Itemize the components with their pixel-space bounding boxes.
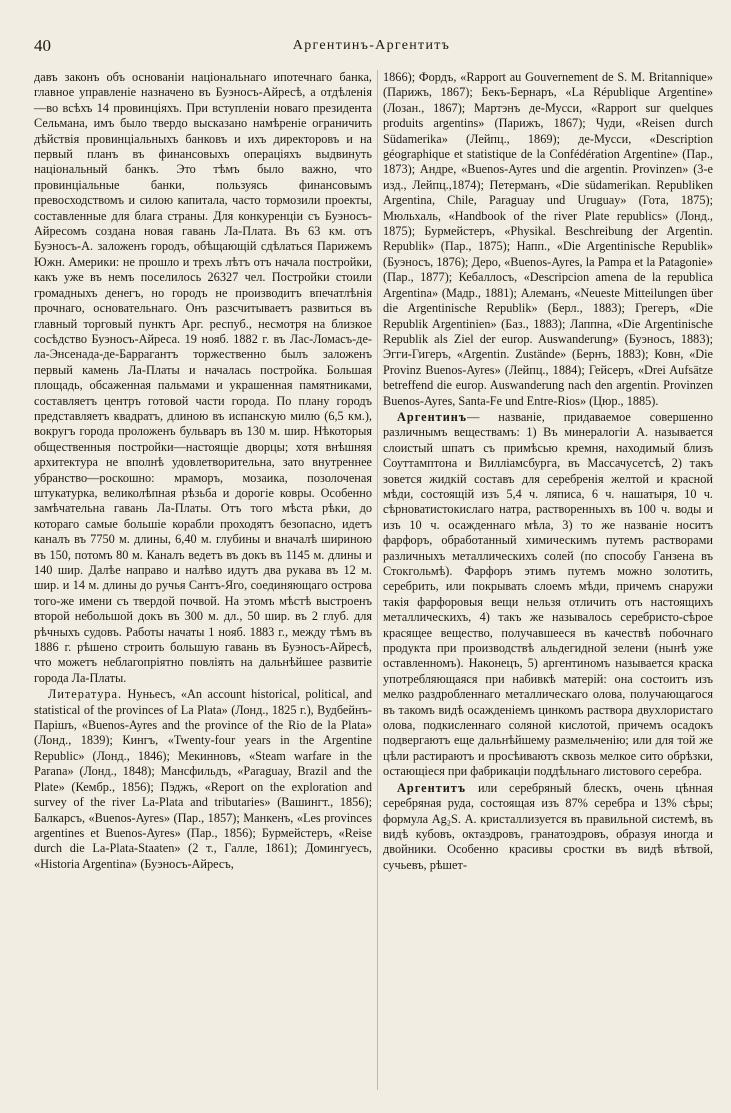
literature-heading: Литература. bbox=[48, 687, 123, 702]
entry-argentin bbox=[383, 410, 713, 780]
literature-text: Нуньесъ, «An account historical, political, and statistical of the provinces of La Plata» (Лонд., 1825 г.), Вудбейнъ-Парішъ, «Buenos-Ayres and the province of the Rio de la Plata» (Лонд., 1839); Кингъ, «Twenty-four years in the Argentine Republic» (Лонд., 1846); Мекинновъ, «Steam warfare in the Parana» (Лонд., 1848); Мансфильдъ, «Paraguay, Brazil and the Plate» (Кембр., 1856); Пэджъ, «Report on the exploration and survey of the river La-Plata and tributaries» (Вашингт., 1856); Балкарсъ, «Buenos-Ayres» (Пар., 1857); Манкенъ, «Les provinces argentines et Buenos-Ayres» (Пар., 1856); Бурмейстеръ, «Reise durch die La-Plata-Staaten» (2 т., Галле, 1861); Домингуесъ, «Historia Argentina» (Буэносъ-Айресъ, bbox=[34, 687, 372, 871]
entry-argentit-headword: Аргентитъ bbox=[397, 780, 467, 795]
column-divider bbox=[377, 70, 378, 1090]
page-number: 40 bbox=[34, 36, 51, 55]
argentina-article-continuation: давъ законъ объ основаніи національнаго ипотечнаго банка, главное управленіе назначено въ Буэносъ-Айресѣ, а отдѣленія—во всѣхъ 14 провинціяхъ. При вступленіи новаго президента Сельмана, имъ было твердо высказано намѣреніе ограничить дѣйствія провинціальныхъ банковъ и ихъ директоровъ и на первый планъ въ финансовыхъ операціяхъ выдвинуть національный банкъ. Это тѣмъ было важно, что провинціальные банки, пользуясь финансовымъ превосходствомъ и силою капитала, часто тормозили проекты, составленные для блага страны. Для конкуренціи съ Буэносъ-Айресомъ создана новая гавань Ла-Плата. Въ 63 км. отъ Буэносъ-А. заложенъ городъ, обѣщающій сдѣлаться Парижемъ Южн. Америки: не прошло и трехъ лѣтъ отъ начала постройки, какъ уже въ немъ поселилось 26327 чел. Постройки стоили громадныхъ денегъ, но городъ не производитъ впечатлѣнія прочнаго, основательнаго. Онъ разсчитываетъ развиться въ главный торговый пунктъ Арг. респуб., несмотря на близкое сосѣдство Буэносъ-Айреса. 19 нояб. 1882 г. въ Лас-Ломасъ-де-ла-Энсенада-де-Баррагантъ торжественно былъ заложенъ первый камень Ла-Платы и началась постройка. Большая площадь, обсаженная пальмами и украшенная памятниками, составляетъ центръ готовой части города. По плану городъ представляетъ квадратъ, длиною въ испанскую милю (6,5 км.), вокругъ города проложенъ бульваръ въ 130 м. шир. Нѣкоторыя общественныя постройки—настоящіе дворцы; хотя внѣшняя архитектура не вполнѣ удовлетворительна, зато внутреннее убранство—роскошно: мраморъ, мозаика, позолоченая штукатурка, великолѣпная рѣзьба и дорогіе ковры. Особенно замѣчательна гавань Ла-Платы. Отъ того мѣста рѣки, до котораго самые большіе корабли проходятъ безопасно, идетъ каналъ въ 7750 м. длины, 6,40 м. глубины и вначалѣ шириною въ 150, потомъ 80 м. Каналъ ведетъ въ докъ въ 1145 м. длины и 140 шир. Далѣе направо и налѣво идутъ два рукава въ 12 м. шир. и 14 м. длины до ручья Сантъ-Яго, соединяющаго острова того-же имени съ твердой почвой. На этомъ мѣстѣ выстроенъ второй небольшой докъ въ 300 м. дл., 50 шир. въ 2 глуб. для рѣчныхъ судовъ. Работы начаты 1 нояб. 1883 г., между тѣмъ въ 1886 г. рѣшено строить большую гавань въ Буэносъ-Айресѣ, что можетъ неблагопріятно повліять на дальнѣйшее развитіе города Ла-Платы. bbox=[34, 70, 372, 685]
literature-paragraph bbox=[34, 687, 372, 872]
literature-continuation: 1866); Фордъ, «Rapport au Gouvernement de S. M. Britannique» (Парижъ, 1867); Бекъ-Бернаръ, «La République Argentine» (Лозан., 1867); Мартэнъ де-Мусси, «Rapport sur quelques produits argentins» (Парижъ, 1867); Чуди, «Reisen durch Südamerika» (Лейпц., 1869); де-Мусси, «Description géographique et statistique de la Confédération Argentine» (Пар., 1873); Андре, «Buenos-Ayres und die argentin. Provinzen» (3-е изд., Лейпц.,1874); Петерманъ, «Die südamerikan. Republiken Argentina, Chile, Paraguay und Uruguay» (Гота, 1875); Мюльхаль, «Handbook of the river Plate republics» (Лонд., 1875); Бурмейстеръ, «Physikal. Beschreibung der Argentin. Republik» (Пар., 1875); Напп., «Die Argentinische Republik» (Буэносъ, 1876); Деро, «Buenos-Ayres, la Pampa et la Patagonie» (Пар., 1877); Кебаллосъ, «Descripcion amena de la republica Argentina» (Мадр., 1881); Алеманъ, «Neueste Mitteilungen über die Argentinische Republik» (Берл., 1883); Грегеръ, «Die Republik Argentinien» (Баз., 1883); Лаппна, «Die Argentinische Republik als Ziel der europ. Auswanderung» (Буэносъ, 1883); Эгги-Гигеръ, «Argentin. Zustände» (Бернъ, 1883); Ковн, «Die Provinz Buenos-Ayres» (Лейпц., 1884); Гейсеръ, «Drei Aufsätze betreffend die europ. Auswanderung nach den argentin. Provinzen Buenos-Ayres, Santa-Fe und Entre-Rios» (Цюр., 1885). bbox=[383, 70, 713, 408]
entry-argentin-text: — названіе, придаваемое совершенно различнымъ веществамъ: 1) Въ минералогіи А. называется слоистый шпатъ съ примѣсью кремня, находимый близъ Соуттамптона и Вилліамсбурга, въ Массачусетсѣ, 2) такъ зовется жидкій составъ для серебренія желтой и красной мѣди, состоящій изъ 5,4 ч. ляписа, 6 ч. нашатыря, 10 ч. сѣрноватистокислаго натра, растворенныхъ въ 100 ч. воды и изъ 10 ч. осажденнаго мѣла, 3) то же названіе носитъ фарфоръ, обработанный химическимъ путемъ растворами различныхъ металлическихъ солей (по способу Ганзена въ Стокгольмѣ). Фарфоръ этимъ путемъ можно золотить, серебрить, или покрывать слоемъ мѣди, причемъ снаружи такія фарфоровыя вещи нельзя отличить отъ настоящихъ металлическихъ, 4) такъ же называлось серебристо-сѣрое красящее вещество, получавшееся въ качествѣ побочнаго продукта при производствѣ альдегидной зелени (нынѣ уже оставленномъ). Наконецъ, 5) аргентиномъ называется краска употребляющаяся при набивкѣ матерій: она состоитъ изъ мелко раздробленнаго металлическаго олова, получающагося въ такомъ видѣ осажденіемъ цинкомъ раствора двухлористаго олова, подкисленнаго соляной кислотой, причемъ осадокъ подвергаютъ еще дальнѣйшему размельченію; или для той же цѣли растираютъ и просѣиваютъ сквозь мелкое сито обрѣзки, остающіеся при фабрикаціи поддѣльнаго листового серебра. bbox=[383, 409, 713, 779]
entry-argentit bbox=[383, 781, 713, 873]
right-column bbox=[383, 70, 713, 874]
page-header bbox=[34, 36, 709, 62]
left-column bbox=[34, 70, 372, 873]
running-title: Аргентинъ-Аргентитъ bbox=[292, 38, 451, 53]
entry-argentit-text: или серебряный блескъ, очень цѣнная серебряная руда, состоящая изъ 87% серебра и 13% сѣры; формула Ag₂S. А. кристаллизуется въ правильной системѣ, въ видѣ кубовъ, октаэдровъ, гранатоэдровъ, образуя иногда и двойники. Особенно красивы сростки въ видѣ вѣтвой, сучьевъ, рѣшет- bbox=[383, 780, 713, 872]
entry-argentin-headword: Аргентинъ bbox=[397, 409, 468, 424]
